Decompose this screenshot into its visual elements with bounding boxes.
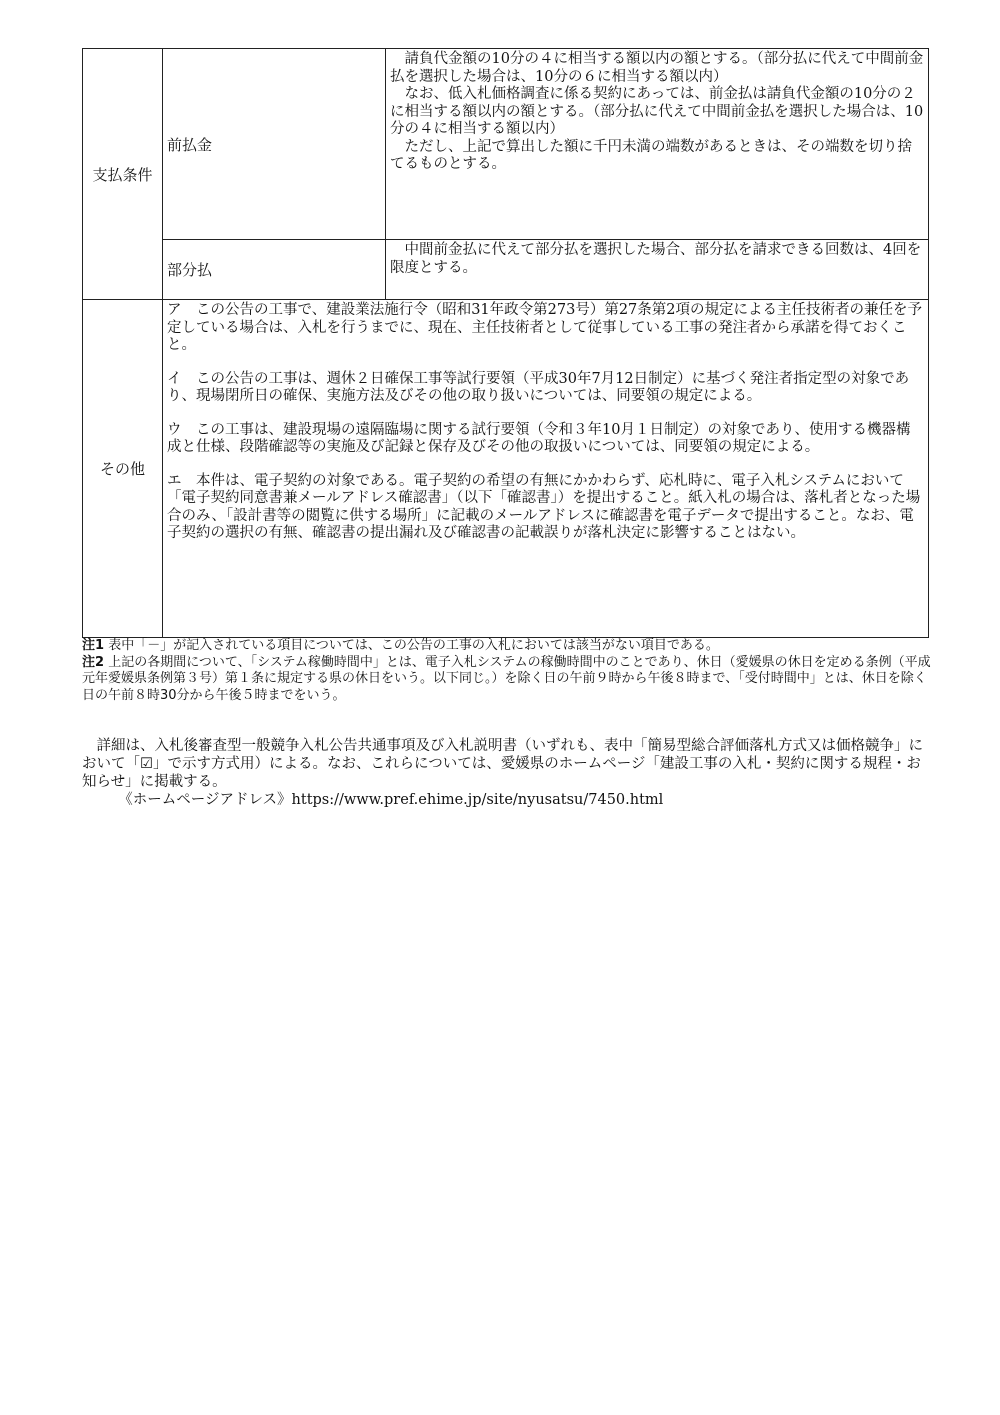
advance-label-cell: 前払金: [163, 49, 386, 240]
table-row: [83, 240, 929, 300]
note-2-text: 上記の各期間について、「システム稼働時間中」とは、電子入札システムの稼働時間中のことであり、休日（愛媛県の休日を定める条例（平成元年愛媛県条例第３号）第１条に規定する県の休日をいう。以下同じ。）を除く日の午前９時から午後８時まで、「受付時間中」とは、休日を除く日の午前８時30分から午後５時までをいう。: [82, 654, 931, 703]
detail-paragraph: 詳細は、入札後審査型一般競争入札公告共通事項及び入札説明書（いずれも、表中「簡易型総合評価落札方式又は価格競争」において「☑」で示す方式用）による。なお、これらについては、愛媛県のホームページ「建設工事の入札・契約に関する規程・お知らせ」に掲載する。: [82, 738, 923, 790]
table-row: [83, 300, 929, 638]
other-item-i: イ この公告の工事は、週休２日確保工事等試行要領（平成30年7月12日制定）に基づく発注者指定型の対象であり、現場閉所日の確保、実施方法及びその他の取り扱いについては、同要領の規定による。: [167, 370, 910, 404]
advance-paragraph-3: ただし、上記で算出した額に千円未満の端数があるときは、その端数を切り捨てるものとする。: [390, 138, 912, 172]
detail-section: [82, 737, 934, 809]
note-1-label: 注1: [82, 638, 105, 653]
other-content-cell: [163, 300, 929, 638]
conditions-table: [82, 48, 929, 638]
note-1: [82, 638, 932, 655]
other-category-cell: その他: [83, 300, 163, 638]
other-item-a: ア この公告の工事で、建設業法施行令（昭和31年政令第273号）第27条第2項の規定による主任技術者の兼任を予定している場合は、入札を行うまでに、現在、主任技術者として従事している工事の発注者から承諾を得ておくこと。: [167, 302, 923, 353]
note-2: [82, 655, 932, 705]
conditions-table-wrapper: [82, 48, 928, 638]
other-item-u: ウ この工事は、建設現場の遠隔臨場に関する試行要領（令和３年10月１日制定）の対象であり、使用する機器構成と仕様、段階確認等の実施及び記録と保存及びその他の取扱いについては、同要領の規定による。: [167, 421, 911, 455]
advance-paragraph-2: なお、低入札価格調査に係る契約にあっては、前金払は請負代金額の10分の２に相当する額以内の額とする。（部分払に代えて中間前金払を選択した場合は、10分の４に相当する額以内）: [390, 86, 924, 137]
homepage-address: 《ホームページアドレス》https://www.pref.ehime.jp/site/nyusatsu/7450.html: [118, 792, 664, 808]
notes-section: [82, 638, 932, 704]
note-2-label: 注2: [82, 654, 105, 670]
advance-paragraph-1: 請負代金額の10分の４に相当する額以内の額とする。（部分払に代えて中間前金払を選択した場合は、10分の６に相当する額以内）: [390, 51, 924, 85]
payment-category-cell: 支払条件: [83, 49, 163, 300]
partial-label-cell: 部分払: [163, 240, 386, 300]
partial-paragraph-1: 中間前金払に代えて部分払を選択した場合、部分払を請求できる回数は、4回を限度とする。: [390, 242, 922, 276]
note-1-text: 表中「－」が記入されている項目については、この公告の工事の入札においては該当がない項目である。: [108, 638, 719, 653]
advance-content-cell: [386, 49, 929, 240]
other-item-e: エ 本件は、電子契約の対象である。電子契約の希望の有無にかかわらず、応札時に、電子入札システムにおいて「電子契約同意書兼メールアドレス確認書」（以下「確認書」）を提出すること。紙入札の場合は、落札者となった場合のみ、「設計書等の閲覧に供する場所」に記載のメールアドレスに確認書を電子データで提出すること。なお、電子契約の選択の有無、確認書の提出漏れ及び確認書の記載誤りが落札決定に影響することはない。: [167, 472, 921, 541]
table-row: [83, 49, 929, 240]
partial-content-cell: [386, 240, 929, 300]
